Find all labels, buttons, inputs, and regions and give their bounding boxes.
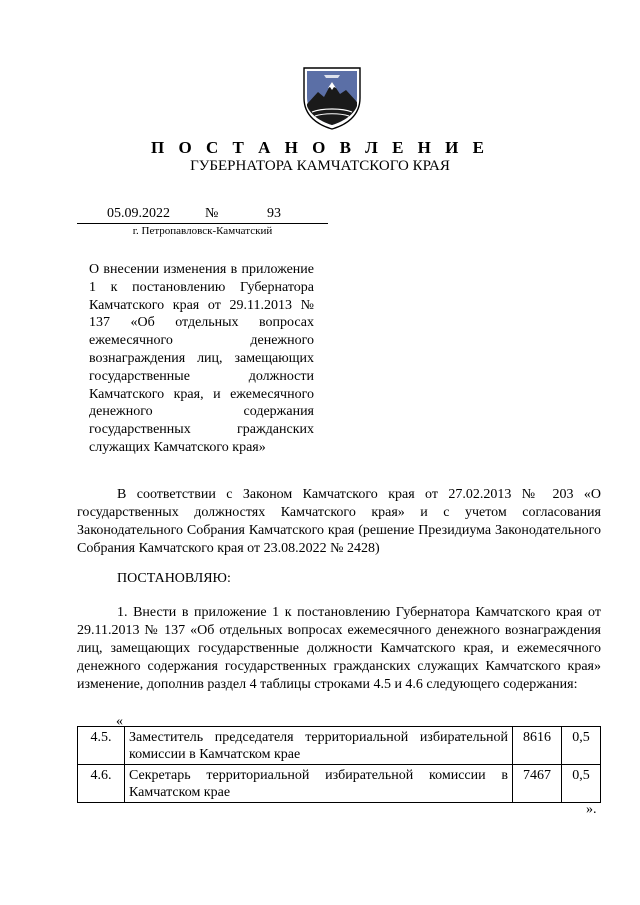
document-number: 93	[267, 206, 281, 221]
document-subtitle: ГУБЕРНАТОРА КАМЧАТСКОГО КРАЯ	[190, 158, 450, 174]
document-subject: О внесении изменения в приложение 1 к постановлению Губернатора Камчатского края от 29.11.2013 № 137 «Об отдельных вопросах ежемесячного денежного вознаграждения лиц, замещающих государственные должности Камчатского края, и ежемесячного денежного содержания государственных гражданских служащих Камчатского края»	[89, 262, 314, 455]
date-number-line	[77, 206, 328, 224]
document-date: 05.09.2022	[107, 206, 170, 221]
number-sign: №	[205, 206, 219, 221]
position-title: Заместитель председателя территориальной избирательной комиссии в Камчатском крае	[125, 727, 513, 765]
coefficient-value: 0,5	[562, 765, 601, 803]
coefficient-value: 0,5	[562, 727, 601, 765]
table-row	[78, 765, 601, 803]
city-line: г. Петропавловск-Камчатский	[132, 225, 273, 237]
quote-close: ».	[586, 802, 597, 817]
document-title: П О С Т А Н О В Л Е Н И Е	[151, 138, 489, 157]
clause-1-paragraph: 1. Внести в приложение 1 к постановлению Губернатора Камчатского края от 29.11.2013 № 137 «Об отдельных вопросах ежемесячного денежного вознаграждения лиц, замещающих государственные должности Камчатского края, и ежемесячного денежного содержания государственных гражданских служащих Камчатского края» изменение, дополнив раздел 4 таблицы строками 4.5 и 4.6 следующего содержания:	[77, 605, 601, 692]
preamble-paragraph: В соответствии с Законом Камчатского края от 27.02.2013 № 203 «О государственных должностях Камчатского края» и с учетом согласования Законодательного Собрания Камчатского края (решение Президиума Законодательного Собрания Камчатского края от 23.08.2022 № 2428)	[77, 487, 601, 556]
row-number: 4.5.	[78, 727, 125, 765]
decree-word: ПОСТАНОВЛЯЮ:	[117, 571, 231, 586]
amendment-table	[77, 726, 601, 803]
coat-of-arms-emblem	[298, 64, 366, 130]
row-number: 4.6.	[78, 765, 125, 803]
position-title: Секретарь территориальной избирательной комиссии в Камчатском крае	[125, 765, 513, 803]
salary-value: 8616	[513, 727, 562, 765]
salary-value: 7467	[513, 765, 562, 803]
quote-open: «	[116, 714, 123, 729]
table-row	[78, 727, 601, 765]
